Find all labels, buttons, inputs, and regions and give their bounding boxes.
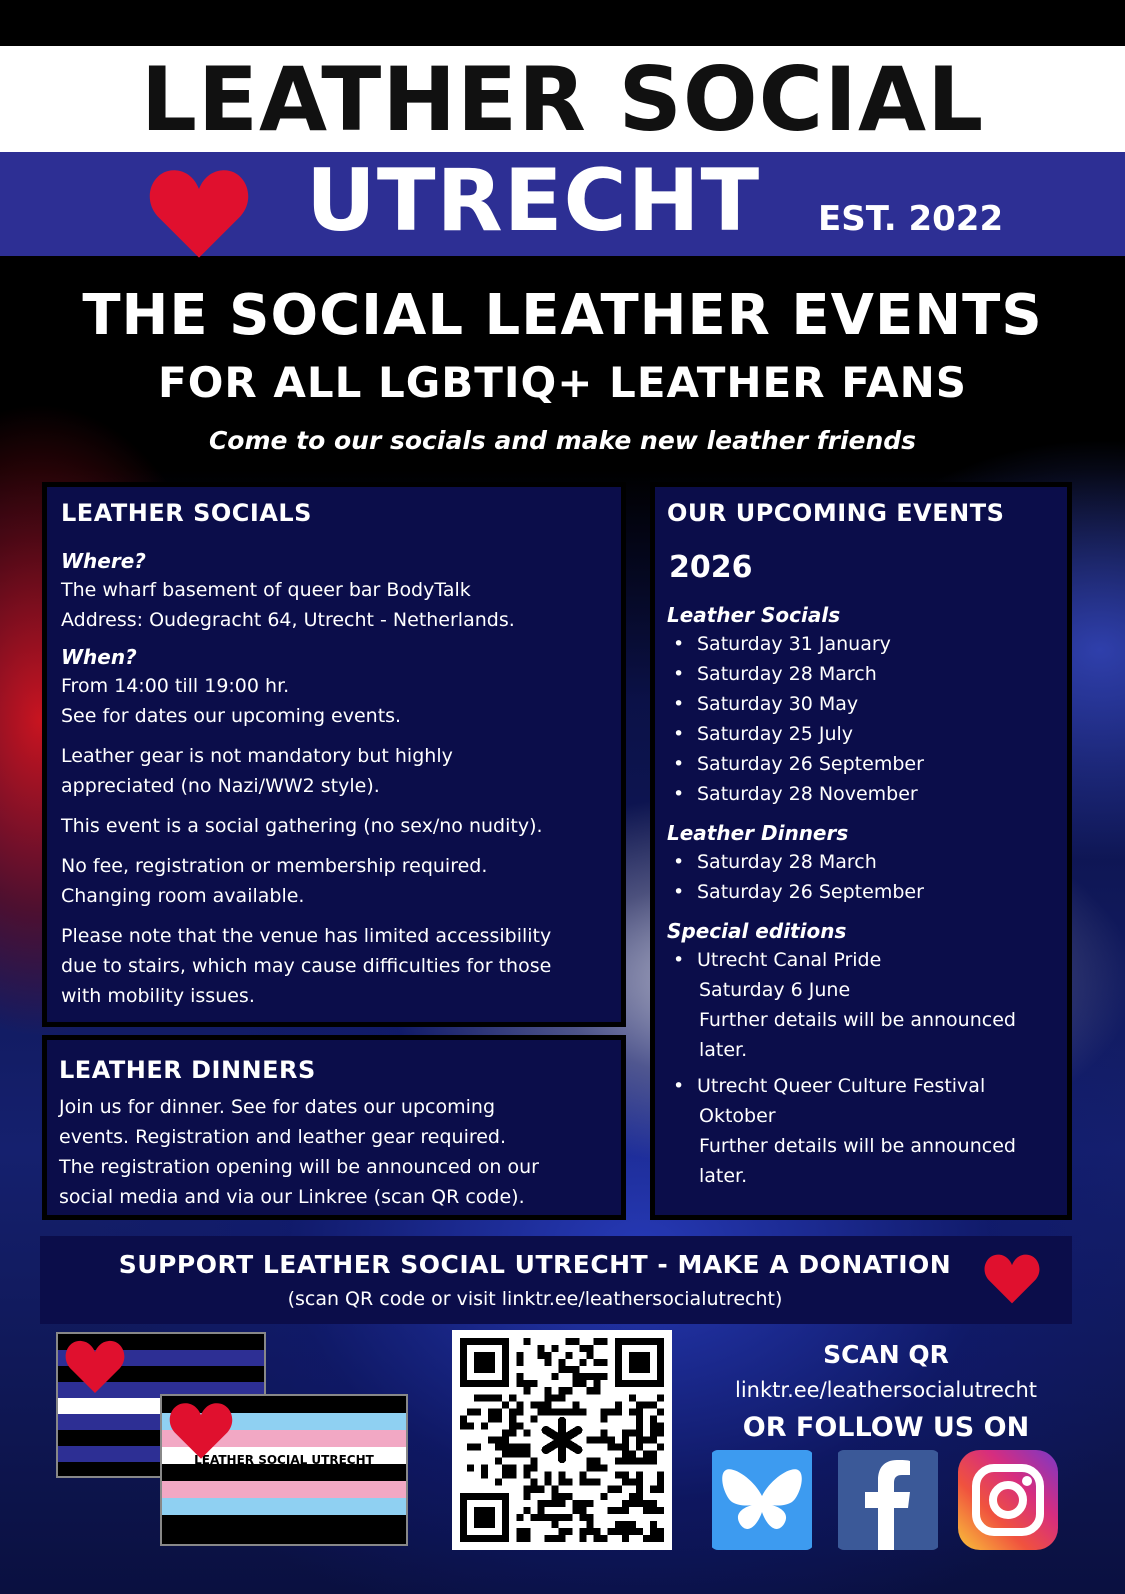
- access-line-1: Please note that the venue has limited accessibility: [61, 925, 552, 947]
- linktree-link[interactable]: linktr.ee/leathersocialutrecht: [735, 1378, 1037, 1402]
- special-note: Further details will be announced: [699, 1009, 1016, 1031]
- instagram-icon[interactable]: [956, 1450, 1060, 1550]
- heart-icon: [146, 162, 252, 266]
- list-item: • Saturday 25 July: [667, 719, 1055, 749]
- special-date: Oktober: [699, 1105, 776, 1127]
- dinners-line-2: events. Registration and leather gear required.: [59, 1126, 507, 1148]
- bluesky-icon[interactable]: [710, 1450, 814, 1550]
- heart-icon: [166, 1398, 236, 1464]
- where-line-1: The wharf basement of queer bar BodyTalk: [61, 579, 471, 601]
- list-item: • Saturday 31 January: [667, 629, 1055, 659]
- list-item: [667, 1071, 1055, 1191]
- heart-icon: [62, 1336, 128, 1398]
- list-item: • Saturday 28 March: [667, 847, 1055, 877]
- donation-banner: [40, 1236, 1072, 1324]
- special-editions-list: [667, 945, 1055, 1191]
- leather-socials-panel: [42, 482, 626, 1027]
- special-note: later.: [699, 1165, 748, 1187]
- gear-line-2: appreciated (no Nazi/WW2 style).: [61, 775, 380, 797]
- special-date: Saturday 6 June: [699, 979, 851, 1001]
- flag-label: LEATHER SOCIAL UTRECHT: [194, 1453, 374, 1467]
- fee-line-2: Changing room available.: [61, 885, 305, 907]
- dinners-line-3: The registration opening will be announced on our: [59, 1156, 539, 1178]
- events-year: 2026: [669, 550, 753, 585]
- events-socials-label: Leather Socials: [667, 603, 841, 627]
- socials-date-list: [667, 629, 1055, 809]
- title-band: [0, 46, 1125, 154]
- social-gathering-note: This event is a social gathering (no sex/no nudity).: [61, 815, 543, 837]
- gear-line-1: Leather gear is not mandatory but highly: [61, 745, 453, 767]
- subheadline: FOR ALL LGBTIQ+ LEATHER FANS: [158, 358, 967, 407]
- qr-code[interactable]: [452, 1330, 672, 1550]
- main-title: LEATHER SOCIAL: [140, 48, 985, 151]
- scan-qr-label: SCAN QR: [823, 1340, 949, 1369]
- events-heading: OUR UPCOMING EVENTS: [667, 499, 1005, 527]
- upcoming-events-panel: [650, 482, 1072, 1220]
- events-special-label: Special editions: [667, 919, 847, 943]
- dinners-date-list: [667, 847, 1055, 907]
- list-item: • Saturday 26 September: [667, 877, 1055, 907]
- list-item: • Saturday 28 November: [667, 779, 1055, 809]
- special-name: Utrecht Queer Culture Festival: [697, 1075, 986, 1097]
- fee-line-1: No fee, registration or membership required.: [61, 855, 488, 877]
- access-line-2: due to stairs, which may cause difficulties for those: [61, 955, 552, 977]
- special-note: Further details will be announced: [699, 1135, 1016, 1157]
- access-line-3: with mobility issues.: [61, 985, 255, 1007]
- list-item: • Saturday 28 March: [667, 659, 1055, 689]
- established-year: EST. 2022: [818, 199, 1004, 239]
- leather-dinners-panel: [42, 1035, 626, 1220]
- socials-heading: LEATHER SOCIALS: [61, 499, 312, 527]
- dinners-heading: LEATHER DINNERS: [59, 1056, 316, 1084]
- heart-icon: [980, 1250, 1044, 1308]
- headline: THE SOCIAL LEATHER EVENTS: [82, 283, 1043, 348]
- list-item: • Saturday 26 September: [667, 749, 1055, 779]
- follow-us-label: OR FOLLOW US ON: [742, 1412, 1030, 1443]
- special-note: later.: [699, 1039, 748, 1061]
- events-dinners-label: Leather Dinners: [667, 821, 849, 845]
- city-title: UTRECHT: [306, 151, 761, 251]
- top-strip: [0, 0, 1125, 46]
- tagline: Come to our socials and make new leather friends: [208, 426, 917, 455]
- list-item: • Saturday 30 May: [667, 689, 1055, 719]
- where-line-2: Address: Oudegracht 64, Utrecht - Netherlands.: [61, 609, 515, 631]
- dinners-line-1: Join us for dinner. See for dates our upcoming: [59, 1096, 495, 1118]
- donation-title: SUPPORT LEATHER SOCIAL UTRECHT - MAKE A DONATION: [118, 1250, 952, 1279]
- qr-code-image: [460, 1338, 664, 1542]
- when-line-1: From 14:00 till 19:00 hr.: [61, 675, 290, 697]
- special-name: Utrecht Canal Pride: [697, 949, 882, 971]
- dinners-line-4: social media and via our Linkree (scan QR code).: [59, 1186, 525, 1208]
- when-line-2: See for dates our upcoming events.: [61, 705, 402, 727]
- donation-subtitle: (scan QR code or visit linktr.ee/leathersocialutrecht): [287, 1288, 783, 1310]
- where-label: Where?: [61, 549, 146, 573]
- facebook-icon[interactable]: [836, 1450, 940, 1550]
- list-item: [667, 945, 1055, 1065]
- when-label: When?: [61, 645, 137, 669]
